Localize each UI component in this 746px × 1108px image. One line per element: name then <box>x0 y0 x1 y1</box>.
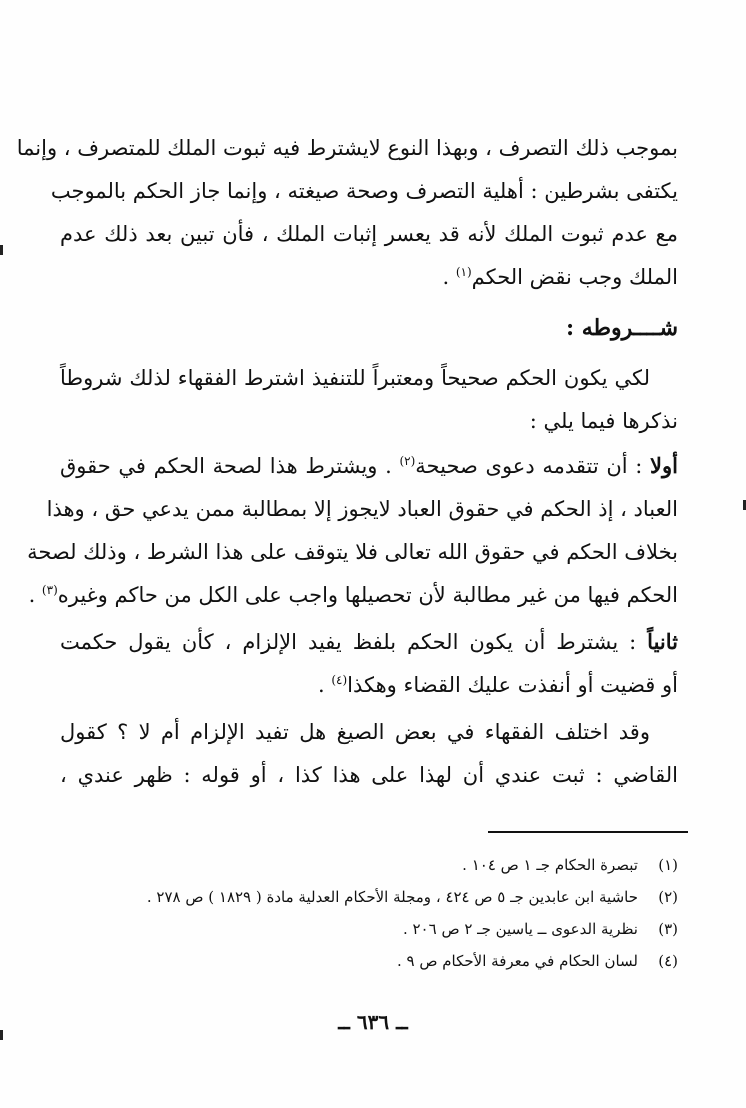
footnote-2 <box>60 882 678 912</box>
paragraph-1-line-2: يكتفى بشرطين : أهلية التصرف وصحة صيغته ، وإنما جاز الحكم بالموجب <box>50 179 678 203</box>
item-1-line-3: بخلاف الحكم في حقوق الله تعالى فلا يتوقف على هذا الشرط ، وذلك لصحة <box>27 540 678 564</box>
item-1-label: أولا <box>650 453 678 478</box>
footnote-3-text: نظرية الدعوى ــ ياسين جـ ٢ ص ٢٠٦ . <box>402 920 638 938</box>
footnote-4-number: (٤) <box>658 952 678 970</box>
paragraph-1-line-1: بموجب ذلك التصرف ، وبهذا النوع لايشترط فيه ثبوت الملك للمتصرف ، وإنما <box>16 136 678 160</box>
footnote-2-number: (٢) <box>658 888 678 906</box>
paragraph-2-line-2: نذكرها فيما يلي : <box>529 409 678 433</box>
footnote-4 <box>60 946 678 976</box>
paragraph-3-line-1: وقد اختلف الفقهاء في بعض الصيغ هل تفيد الإلزام أم لا ؟ كقول <box>60 720 650 744</box>
footnote-ref-3: (٣) <box>41 583 58 597</box>
footnote-1-number: (١) <box>658 856 678 874</box>
item-1-line-4-text: الحكم فيها من غير مطالبة لأن تحصيلها واجب على الكل من حاكم وغيره <box>57 583 678 607</box>
section-heading: شــــروطه : <box>565 315 678 341</box>
item-2-line-1 <box>60 622 678 662</box>
footnote-1 <box>60 850 678 880</box>
item-2-line-2-end: . <box>317 673 332 697</box>
scan-edge-mark <box>0 1030 3 1040</box>
item-2-line-1-text: : يشترط أن يكون الحكم بلفظ يفيد الإلزام ، كأن يقول حكمت <box>60 630 648 654</box>
footnote-2-text: حاشية ابن عابدين جـ ٥ ص ٤٢٤ ، ومجلة الأحكام العدلية مادة ( ١٨٢٩ ) ص ٢٧٨ . <box>146 888 638 906</box>
footnote-1-text: تبصرة الحكام جـ ١ ص ١٠٤ . <box>462 856 638 874</box>
footnote-3-number: (٣) <box>658 920 678 938</box>
paragraph-1-line-3: مع عدم ثبوت الملك لأنه قد يعسر إثبات الملك ، فأن تبين بعد ذلك عدم <box>60 222 678 246</box>
item-2-line-2-text: أو قضيت أو أنفذت عليك القضاء وهكذا <box>347 673 678 697</box>
item-1-line-4-end: . <box>28 583 42 607</box>
footnote-3 <box>60 914 678 944</box>
footnote-ref-2: (٢) <box>399 454 416 468</box>
item-1-line-4 <box>28 575 678 615</box>
footnote-ref-1: (١) <box>455 265 472 279</box>
item-2-label: ثانياً <box>647 629 678 654</box>
paragraph-1-line-4 <box>60 257 678 297</box>
page-number: ــ ٦٣٦ ــ <box>338 1010 408 1034</box>
paragraph-3-line-2: القاضي : ثبت عندي أن لهذا على هذا كذا ، أو قوله : ظهر عندي ، <box>60 763 678 787</box>
item-2-line-2 <box>60 665 678 705</box>
footnote-4-text: لسان الحكام في معرفة الأحكام ص ٩ . <box>396 952 638 970</box>
item-1-line-2: العباد ، إذ الحكم في حقوق العباد لايجوز إلا بمطالبة ممن يدعي حق ، وهذا <box>46 497 678 521</box>
paragraph-2-line-1: لكي يكون الحكم صحيحاً ومعتبراً للتنفيذ اشترط الفقهاء لذلك شروطاً <box>60 366 650 390</box>
footnote-ref-4: (٤) <box>331 673 348 687</box>
paragraph-1-line-4-text: الملك وجب نقض الحكم <box>471 265 678 289</box>
footnote-separator <box>488 831 688 833</box>
item-1-line-1-text: : أن تتقدمه دعوى صحيحة <box>415 454 651 478</box>
item-1-line-1-end: . ويشترط هذا لصحة الحكم في حقوق <box>60 454 400 478</box>
scan-edge-mark <box>0 245 3 255</box>
item-1-line-1 <box>60 446 678 486</box>
paragraph-1-line-4-end: . <box>442 265 456 289</box>
